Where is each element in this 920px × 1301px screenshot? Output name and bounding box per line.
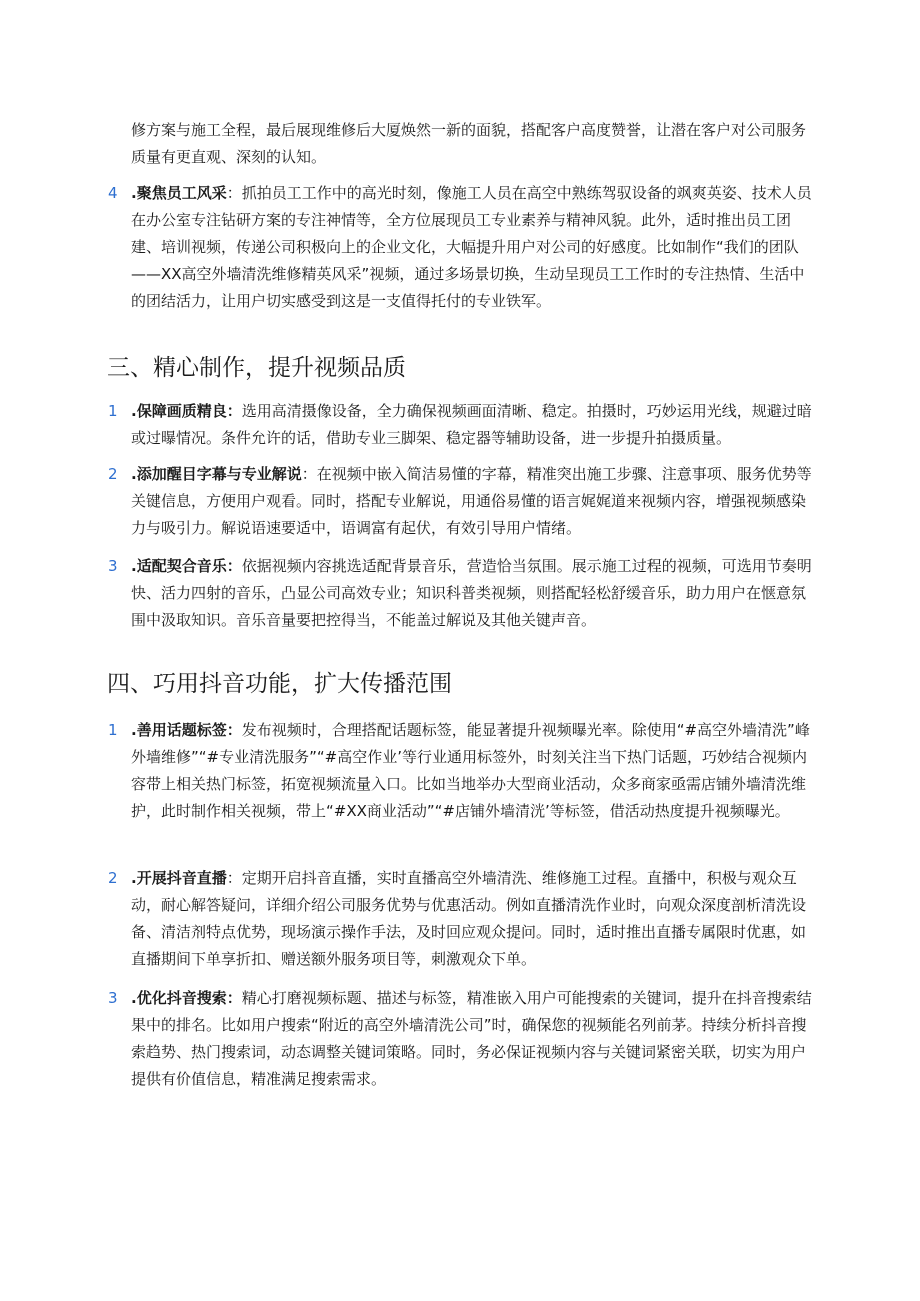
item-body: ：定期开启抖音直播，实时直播高空外墙清洗、维修施工过程。直播中，积极与观众互动，耐心解答疑问，详细介绍公司服务优势与优惠活动。例如直播清洗作业时，向观众深度剖析清洗设备、清洁剂特点优势，现场演示操作手法，及时回应观众提问。同时，适时推出直播专属限时优惠，如直播期间下单享折扣、赠送额外服务项目等，刺激观众下单。 (131, 869, 807, 968)
list-item-livestream (108, 865, 817, 973)
list-item-search (108, 985, 817, 1093)
list-item-subtitles (108, 461, 817, 542)
list-item-hashtags (108, 717, 817, 825)
item-lead: .添加醒目字幕与专业解说 (131, 465, 302, 483)
list-item-employee-style (108, 180, 817, 315)
item-lead: .适配契合音乐： (131, 557, 242, 575)
section-heading-production: 三、精心制作，提升视频品质 (107, 355, 406, 381)
item-lead: .开展抖音直播 (131, 869, 227, 887)
list-number: 3 (108, 989, 118, 1007)
item-lead: .优化抖音搜索： (131, 989, 242, 1007)
item-lead: .聚焦员工风采 (131, 184, 227, 202)
item-body: 选用高清摄像设备，全力确保视频画面清晰、稳定。拍摄时，巧妙运用光线，规避过暗或过曝情况。条件允许的话，借助专业三脚架、稳定器等辅助设备，进一步提升拍摄质量。 (131, 402, 812, 447)
list-number: 1 (108, 402, 118, 420)
list-number: 3 (108, 557, 118, 575)
item-lead: .善用话题标签： (131, 721, 242, 739)
item-body: ：在视频中嵌入简洁易懂的字幕，精准突出施工步骤、注意事项、服务优势等关键信息，方便用户观看。同时，搭配专业解说，用通俗易懂的语言娓娓道来视频内容，增强视频感染力与吸引力。解说语速要适中，语调富有起伏，有效引导用户情绪。 (131, 465, 812, 537)
item-body: ：抓拍员工工作中的高光时刻，像施工人员在高空中熟练驾驭设备的飒爽英姿、技术人员在办公室专注钻研方案的专注神情等，全方位展现员工专业素养与精神风貌。此外，适时推出员工团建、培训视频，传递公司积极向上的企业文化，大幅提升用户对公司的好感度。比如制作“我们的团队——XX高空外墙清洗维修精英风采”视频，通过多场景切换，生动呈现员工工作时的专注热情、生活中的团结活力，让用户切实感受到这是一支值得托付的专业铁军。 (131, 184, 812, 310)
list-number: 4 (108, 184, 118, 202)
list-number: 1 (108, 721, 118, 739)
item-lead: .保障画质精良： (131, 402, 242, 420)
item-body: 依据视频内容挑选适配背景音乐，营造恰当氛围。展示施工过程的视频，可选用节奏明快、活力四射的音乐，凸显公司高效专业；知识科普类视频，则搭配轻松舒缓音乐，助力用户在惬意氛围中汲取知识。音乐音量要把控得当，不能盖过解说及其他关键声音。 (131, 557, 812, 629)
section-heading-douyin: 四、巧用抖音功能，扩大传播范围 (107, 671, 452, 697)
intro-paragraph: 修方案与施工全程，最后展现维修后大厦焕然一新的面貌，搭配客户高度赞誉，让潜在客户对公司服务质量有更直观、深刻的认知。 (131, 121, 807, 166)
list-number: 2 (108, 465, 118, 483)
list-item-quality (108, 398, 817, 452)
item-body: 发布视频时，合理搭配话题标签，能显著提升视频曝光率。除使用“#高空外墙清洗”峰外墙维修”“#专业清洗服务”“#高空作业’等行业通用标签外，时刻关注当下热门话题，巧妙结合视频内容带上相关热门标签，拓宽视频流量入口。比如当地举办大型商业活动，众多商家亟需店铺外墙清洗维护，此时制作相关视频，带上“#XX商业活动”“#店铺外墙清洸’等标签，借活动热度提升视频曝光。 (131, 721, 810, 820)
list-item-music (108, 553, 817, 634)
list-number: 2 (108, 869, 118, 887)
item-body: 精心打磨视频标题、描述与标签，精准嵌入用户可能搜索的关键词，提升在抖音搜索结果中的排名。比如用户搜索“附近的高空外墙清洗公司”时，确保您的视频能名列前茅。持续分析抖音搜索趋势、热门搜索词，动态调整关键词策略。同时，务必保证视频内容与关键词紧密关联，切实为用户提供有价值信息，精准满足搜索需求。 (131, 989, 812, 1088)
